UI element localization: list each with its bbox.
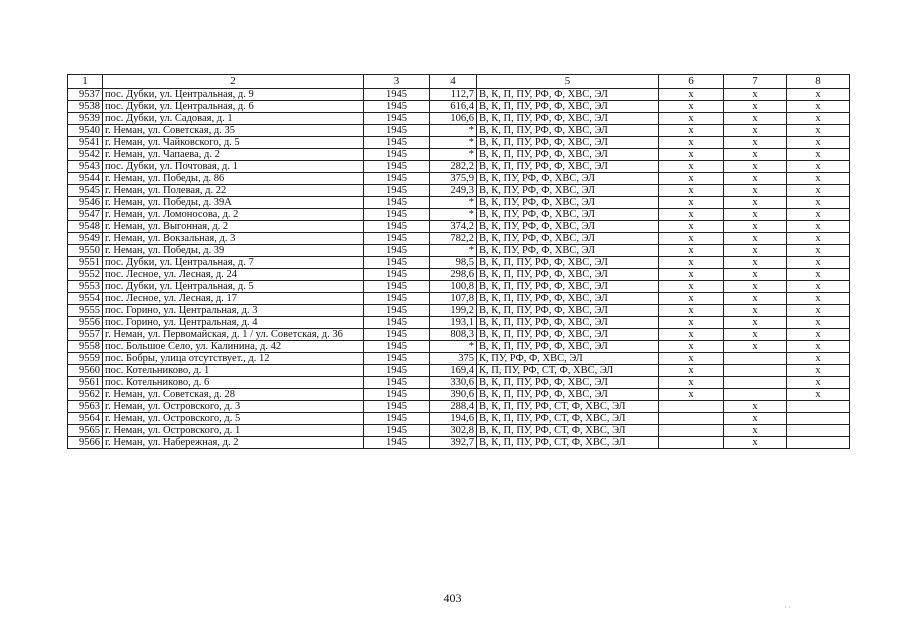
year-cell: 1945	[364, 413, 430, 425]
header-col-6: 6	[659, 75, 724, 89]
col8-mark	[787, 425, 850, 437]
year-cell: 1945	[364, 257, 430, 269]
row-number: 9547	[68, 209, 103, 221]
services-cell: В, К, П, ПУ, РФ, Ф, ХВС, ЭЛ	[477, 377, 659, 389]
col8-mark: x	[787, 221, 850, 233]
col6-mark: x	[659, 353, 724, 365]
area-cell: 106,6	[430, 113, 477, 125]
col6-mark: x	[659, 341, 724, 353]
year-cell: 1945	[364, 185, 430, 197]
services-cell: В, К, П, ПУ, РФ, Ф, ХВС, ЭЛ	[477, 341, 659, 353]
address-cell: г. Неман, ул. Первомайская, д. 1 / ул. Советская, д. 36	[103, 329, 364, 341]
year-cell: 1945	[364, 245, 430, 257]
col7-mark: x	[724, 413, 787, 425]
area-cell: *	[430, 341, 477, 353]
col8-mark: x	[787, 377, 850, 389]
row-number: 9550	[68, 245, 103, 257]
area-cell: 194,6	[430, 413, 477, 425]
col8-mark: x	[787, 293, 850, 305]
table-row	[68, 281, 850, 293]
services-cell: В, К, П, ПУ, РФ, Ф, ХВС, ЭЛ	[477, 89, 659, 101]
col6-mark: x	[659, 173, 724, 185]
address-cell: г. Неман, ул. Островского, д. 5	[103, 413, 364, 425]
col8-mark: x	[787, 389, 850, 401]
table-row	[68, 401, 850, 413]
year-cell: 1945	[364, 113, 430, 125]
year-cell: 1945	[364, 149, 430, 161]
address-cell: г. Неман, ул. Ломоносова, д. 2	[103, 209, 364, 221]
col8-mark: x	[787, 89, 850, 101]
year-cell: 1945	[364, 89, 430, 101]
area-cell: 375,9	[430, 173, 477, 185]
header-col-2: 2	[103, 75, 364, 89]
col6-mark	[659, 425, 724, 437]
row-number: 9540	[68, 125, 103, 137]
address-cell: г. Неман, ул. Победы, д. 86	[103, 173, 364, 185]
year-cell: 1945	[364, 317, 430, 329]
row-number: 9556	[68, 317, 103, 329]
year-cell: 1945	[364, 209, 430, 221]
col6-mark: x	[659, 377, 724, 389]
col7-mark: x	[724, 425, 787, 437]
row-number: 9566	[68, 437, 103, 449]
col6-mark: x	[659, 209, 724, 221]
col7-mark: x	[724, 113, 787, 125]
col6-mark: x	[659, 245, 724, 257]
col7-mark: x	[724, 305, 787, 317]
services-cell: В, К, П, ПУ, РФ, Ф, ХВС, ЭЛ	[477, 389, 659, 401]
services-cell: В, К, П, ПУ, РФ, Ф, ХВС, ЭЛ	[477, 329, 659, 341]
row-number: 9564	[68, 413, 103, 425]
header-col-4: 4	[430, 75, 477, 89]
services-cell: В, К, П, ПУ, РФ, Ф, ХВС, ЭЛ	[477, 257, 659, 269]
area-cell: 112,7	[430, 89, 477, 101]
services-cell: В, К, П, ПУ, РФ, Ф, ХВС, ЭЛ	[477, 113, 659, 125]
year-cell: 1945	[364, 401, 430, 413]
header-col-8: 8	[787, 75, 850, 89]
year-cell: 1945	[364, 269, 430, 281]
area-cell: 374,2	[430, 221, 477, 233]
year-cell: 1945	[364, 293, 430, 305]
col8-mark: x	[787, 317, 850, 329]
table-row	[68, 389, 850, 401]
year-cell: 1945	[364, 305, 430, 317]
col6-mark: x	[659, 89, 724, 101]
services-cell: В, К, П, ПУ, РФ, Ф, ХВС, ЭЛ	[477, 269, 659, 281]
col8-mark: x	[787, 149, 850, 161]
services-cell: В, К, П, ПУ, РФ, Ф, ХВС, ЭЛ	[477, 293, 659, 305]
area-cell: 375	[430, 353, 477, 365]
table-row	[68, 269, 850, 281]
services-cell: В, К, ПУ, РФ, Ф, ХВС, ЭЛ	[477, 173, 659, 185]
year-cell: 1945	[364, 101, 430, 113]
header-col-3: 3	[364, 75, 430, 89]
col6-mark: x	[659, 281, 724, 293]
col7-mark: x	[724, 281, 787, 293]
row-number: 9539	[68, 113, 103, 125]
table-row	[68, 149, 850, 161]
row-number: 9538	[68, 101, 103, 113]
area-cell: *	[430, 197, 477, 209]
col8-mark: x	[787, 209, 850, 221]
row-number: 9548	[68, 221, 103, 233]
address-cell: г. Неман, ул. Победы, д. 39	[103, 245, 364, 257]
table-row	[68, 317, 850, 329]
table-row	[68, 377, 850, 389]
services-cell: В, К, ПУ, РФ, Ф, ХВС, ЭЛ	[477, 197, 659, 209]
col8-mark: x	[787, 341, 850, 353]
table-row	[68, 113, 850, 125]
table-row	[68, 329, 850, 341]
col6-mark: x	[659, 365, 724, 377]
table-row	[68, 245, 850, 257]
row-number: 9543	[68, 161, 103, 173]
year-cell: 1945	[364, 161, 430, 173]
area-cell: *	[430, 125, 477, 137]
table-row	[68, 209, 850, 221]
row-number: 9545	[68, 185, 103, 197]
year-cell: 1945	[364, 197, 430, 209]
col6-mark: x	[659, 257, 724, 269]
area-cell: *	[430, 137, 477, 149]
row-number: 9561	[68, 377, 103, 389]
scan-mark: · ·	[784, 603, 792, 612]
address-cell: пос. Горино, ул. Центральная, д. 3	[103, 305, 364, 317]
address-cell: г. Неман, ул. Чапаева, д. 2	[103, 149, 364, 161]
row-number: 9553	[68, 281, 103, 293]
address-cell: г. Неман, ул. Победы, д. 39А	[103, 197, 364, 209]
row-number: 9558	[68, 341, 103, 353]
services-cell: В, К, П, ПУ, РФ, Ф, ХВС, ЭЛ	[477, 137, 659, 149]
col6-mark: x	[659, 197, 724, 209]
address-cell: пос. Лесное, ул. Лесная, д. 24	[103, 269, 364, 281]
area-cell: 392,7	[430, 437, 477, 449]
row-number: 9559	[68, 353, 103, 365]
table-row	[68, 197, 850, 209]
address-cell: г. Неман, ул. Советская, д. 35	[103, 125, 364, 137]
col7-mark: x	[724, 317, 787, 329]
area-cell: 169,4	[430, 365, 477, 377]
table-row	[68, 125, 850, 137]
col8-mark: x	[787, 257, 850, 269]
services-cell: В, К, ПУ, РФ, Ф, ХВС, ЭЛ	[477, 233, 659, 245]
header-col-5: 5	[477, 75, 659, 89]
area-cell: 616,4	[430, 101, 477, 113]
row-number: 9563	[68, 401, 103, 413]
services-cell: В, К, П, ПУ, РФ, СТ, Ф, ХВС, ЭЛ	[477, 401, 659, 413]
services-cell: В, К, П, ПУ, РФ, СТ, Ф, ХВС, ЭЛ	[477, 437, 659, 449]
row-number: 9552	[68, 269, 103, 281]
row-number: 9565	[68, 425, 103, 437]
address-cell: пос. Большое Село, ул. Калинина, д. 42	[103, 341, 364, 353]
services-cell: В, К, П, ПУ, РФ, Ф, ХВС, ЭЛ	[477, 101, 659, 113]
area-cell: *	[430, 245, 477, 257]
services-cell: В, К, ПУ, РФ, Ф, ХВС, ЭЛ	[477, 185, 659, 197]
services-cell: В, К, П, ПУ, РФ, Ф, ХВС, ЭЛ	[477, 281, 659, 293]
address-cell: пос. Дубки, ул. Центральная, д. 5	[103, 281, 364, 293]
table-row	[68, 293, 850, 305]
address-cell: г. Неман, ул. Советская, д. 28	[103, 389, 364, 401]
services-cell: К, ПУ, РФ, Ф, ХВС, ЭЛ	[477, 353, 659, 365]
table-row	[68, 185, 850, 197]
table-row	[68, 425, 850, 437]
col6-mark	[659, 401, 724, 413]
year-cell: 1945	[364, 137, 430, 149]
address-cell: г. Неман, ул. Вокзальная, д. 3	[103, 233, 364, 245]
col7-mark: x	[724, 221, 787, 233]
year-cell: 1945	[364, 353, 430, 365]
table-row	[68, 161, 850, 173]
row-number: 9555	[68, 305, 103, 317]
col7-mark: x	[724, 341, 787, 353]
col8-mark: x	[787, 305, 850, 317]
area-cell: 330,6	[430, 377, 477, 389]
col7-mark	[724, 365, 787, 377]
area-cell: 302,8	[430, 425, 477, 437]
address-cell: пос. Лесное, ул. Лесная, д. 17	[103, 293, 364, 305]
col7-mark: x	[724, 401, 787, 413]
table-row	[68, 353, 850, 365]
col6-mark: x	[659, 269, 724, 281]
table-row	[68, 341, 850, 353]
year-cell: 1945	[364, 425, 430, 437]
services-cell: В, К, П, ПУ, РФ, Ф, ХВС, ЭЛ	[477, 149, 659, 161]
year-cell: 1945	[364, 377, 430, 389]
address-cell: пос. Котельниково, д. 6	[103, 377, 364, 389]
col8-mark: x	[787, 365, 850, 377]
services-cell: В, К, П, ПУ, РФ, Ф, ХВС, ЭЛ	[477, 317, 659, 329]
row-number: 9542	[68, 149, 103, 161]
col7-mark: x	[724, 329, 787, 341]
year-cell: 1945	[364, 389, 430, 401]
col7-mark: x	[724, 137, 787, 149]
col8-mark: x	[787, 245, 850, 257]
address-cell: пос. Дубки, ул. Садовая, д. 1	[103, 113, 364, 125]
row-number: 9537	[68, 89, 103, 101]
address-cell: пос. Дубки, ул. Центральная, д. 6	[103, 101, 364, 113]
col8-mark: x	[787, 353, 850, 365]
address-cell: г. Неман, ул. Набережная, д. 2	[103, 437, 364, 449]
col8-mark	[787, 437, 850, 449]
table-row	[68, 305, 850, 317]
housing-register-table	[67, 74, 850, 449]
col6-mark: x	[659, 137, 724, 149]
address-cell: пос. Горино, ул. Центральная, д. 4	[103, 317, 364, 329]
header-row	[68, 75, 850, 89]
address-cell: г. Неман, ул. Чайковского, д. 5	[103, 137, 364, 149]
row-number: 9551	[68, 257, 103, 269]
row-number: 9560	[68, 365, 103, 377]
address-cell: пос. Дубки, ул. Центральная, д. 7	[103, 257, 364, 269]
address-cell: г. Неман, ул. Выгонная, д. 2	[103, 221, 364, 233]
col7-mark: x	[724, 209, 787, 221]
table-row	[68, 365, 850, 377]
row-number: 9544	[68, 173, 103, 185]
col8-mark: x	[787, 185, 850, 197]
area-cell: 98,5	[430, 257, 477, 269]
area-cell: 782,2	[430, 233, 477, 245]
col7-mark: x	[724, 197, 787, 209]
address-cell: пос. Бобры, улица отсутствует., д. 12	[103, 353, 364, 365]
col6-mark: x	[659, 221, 724, 233]
table-body	[68, 89, 850, 449]
col7-mark: x	[724, 149, 787, 161]
address-cell: пос. Котельниково, д. 1	[103, 365, 364, 377]
col7-mark: x	[724, 269, 787, 281]
year-cell: 1945	[364, 365, 430, 377]
col8-mark: x	[787, 137, 850, 149]
area-cell: 288,4	[430, 401, 477, 413]
col7-mark: x	[724, 101, 787, 113]
table-row	[68, 137, 850, 149]
col6-mark: x	[659, 317, 724, 329]
col6-mark: x	[659, 185, 724, 197]
row-number: 9557	[68, 329, 103, 341]
table-row	[68, 221, 850, 233]
col6-mark: x	[659, 305, 724, 317]
col8-mark: x	[787, 233, 850, 245]
col6-mark: x	[659, 389, 724, 401]
address-cell: г. Неман, ул. Островского, д. 3	[103, 401, 364, 413]
year-cell: 1945	[364, 233, 430, 245]
services-cell: В, К, ПУ, РФ, Ф, ХВС, ЭЛ	[477, 209, 659, 221]
area-cell: 808,3	[430, 329, 477, 341]
col8-mark: x	[787, 269, 850, 281]
row-number: 9554	[68, 293, 103, 305]
services-cell: В, К, ПУ, РФ, Ф, ХВС, ЭЛ	[477, 245, 659, 257]
table-row	[68, 89, 850, 101]
area-cell: 249,3	[430, 185, 477, 197]
col6-mark: x	[659, 113, 724, 125]
col6-mark: x	[659, 329, 724, 341]
services-cell: К, П, ПУ, РФ, СТ, Ф, ХВС, ЭЛ	[477, 365, 659, 377]
services-cell: В, К, ПУ, РФ, Ф, ХВС, ЭЛ	[477, 221, 659, 233]
year-cell: 1945	[364, 125, 430, 137]
header-col-1: 1	[68, 75, 103, 89]
col7-mark: x	[724, 173, 787, 185]
area-cell: 199,2	[430, 305, 477, 317]
col7-mark: x	[724, 161, 787, 173]
area-cell: 107,8	[430, 293, 477, 305]
services-cell: В, К, П, ПУ, РФ, Ф, ХВС, ЭЛ	[477, 125, 659, 137]
col6-mark	[659, 437, 724, 449]
col6-mark: x	[659, 293, 724, 305]
address-cell: г. Неман, ул. Полевая, д. 22	[103, 185, 364, 197]
col7-mark	[724, 389, 787, 401]
col7-mark: x	[724, 125, 787, 137]
col7-mark	[724, 353, 787, 365]
col8-mark	[787, 401, 850, 413]
row-number: 9549	[68, 233, 103, 245]
col7-mark: x	[724, 233, 787, 245]
col7-mark	[724, 377, 787, 389]
col8-mark: x	[787, 161, 850, 173]
col8-mark: x	[787, 281, 850, 293]
services-cell: В, К, П, ПУ, РФ, СТ, Ф, ХВС, ЭЛ	[477, 425, 659, 437]
row-number: 9541	[68, 137, 103, 149]
area-cell: 100,8	[430, 281, 477, 293]
table-row	[68, 437, 850, 449]
area-cell: 298,6	[430, 269, 477, 281]
table-row	[68, 173, 850, 185]
col8-mark: x	[787, 101, 850, 113]
address-cell: пос. Дубки, ул. Почтовая, д. 1	[103, 161, 364, 173]
year-cell: 1945	[364, 173, 430, 185]
col6-mark: x	[659, 233, 724, 245]
col8-mark: x	[787, 197, 850, 209]
table-row	[68, 101, 850, 113]
table-row	[68, 413, 850, 425]
col6-mark: x	[659, 149, 724, 161]
year-cell: 1945	[364, 221, 430, 233]
table-row	[68, 257, 850, 269]
col8-mark: x	[787, 173, 850, 185]
col7-mark: x	[724, 437, 787, 449]
services-cell: В, К, П, ПУ, РФ, Ф, ХВС, ЭЛ	[477, 305, 659, 317]
area-cell: *	[430, 149, 477, 161]
col6-mark: x	[659, 161, 724, 173]
col6-mark: x	[659, 101, 724, 113]
year-cell: 1945	[364, 437, 430, 449]
col7-mark: x	[724, 185, 787, 197]
area-cell: 390,6	[430, 389, 477, 401]
col7-mark: x	[724, 89, 787, 101]
services-cell: В, К, П, ПУ, РФ, Ф, ХВС, ЭЛ	[477, 161, 659, 173]
col6-mark	[659, 413, 724, 425]
col8-mark: x	[787, 113, 850, 125]
year-cell: 1945	[364, 341, 430, 353]
services-cell: В, К, П, ПУ, РФ, СТ, Ф, ХВС, ЭЛ	[477, 413, 659, 425]
header-col-7: 7	[724, 75, 787, 89]
table-row	[68, 233, 850, 245]
col7-mark: x	[724, 245, 787, 257]
row-number: 9562	[68, 389, 103, 401]
col8-mark: x	[787, 125, 850, 137]
col8-mark: x	[787, 329, 850, 341]
row-number: 9546	[68, 197, 103, 209]
page-number: 403	[443, 591, 462, 605]
col8-mark	[787, 413, 850, 425]
col7-mark: x	[724, 293, 787, 305]
area-cell: 282,2	[430, 161, 477, 173]
area-cell: *	[430, 209, 477, 221]
address-cell: г. Неман, ул. Островского, д. 1	[103, 425, 364, 437]
address-cell: пос. Дубки, ул. Центральная, д. 9	[103, 89, 364, 101]
col7-mark: x	[724, 257, 787, 269]
year-cell: 1945	[364, 281, 430, 293]
year-cell: 1945	[364, 329, 430, 341]
area-cell: 193,1	[430, 317, 477, 329]
col6-mark: x	[659, 125, 724, 137]
